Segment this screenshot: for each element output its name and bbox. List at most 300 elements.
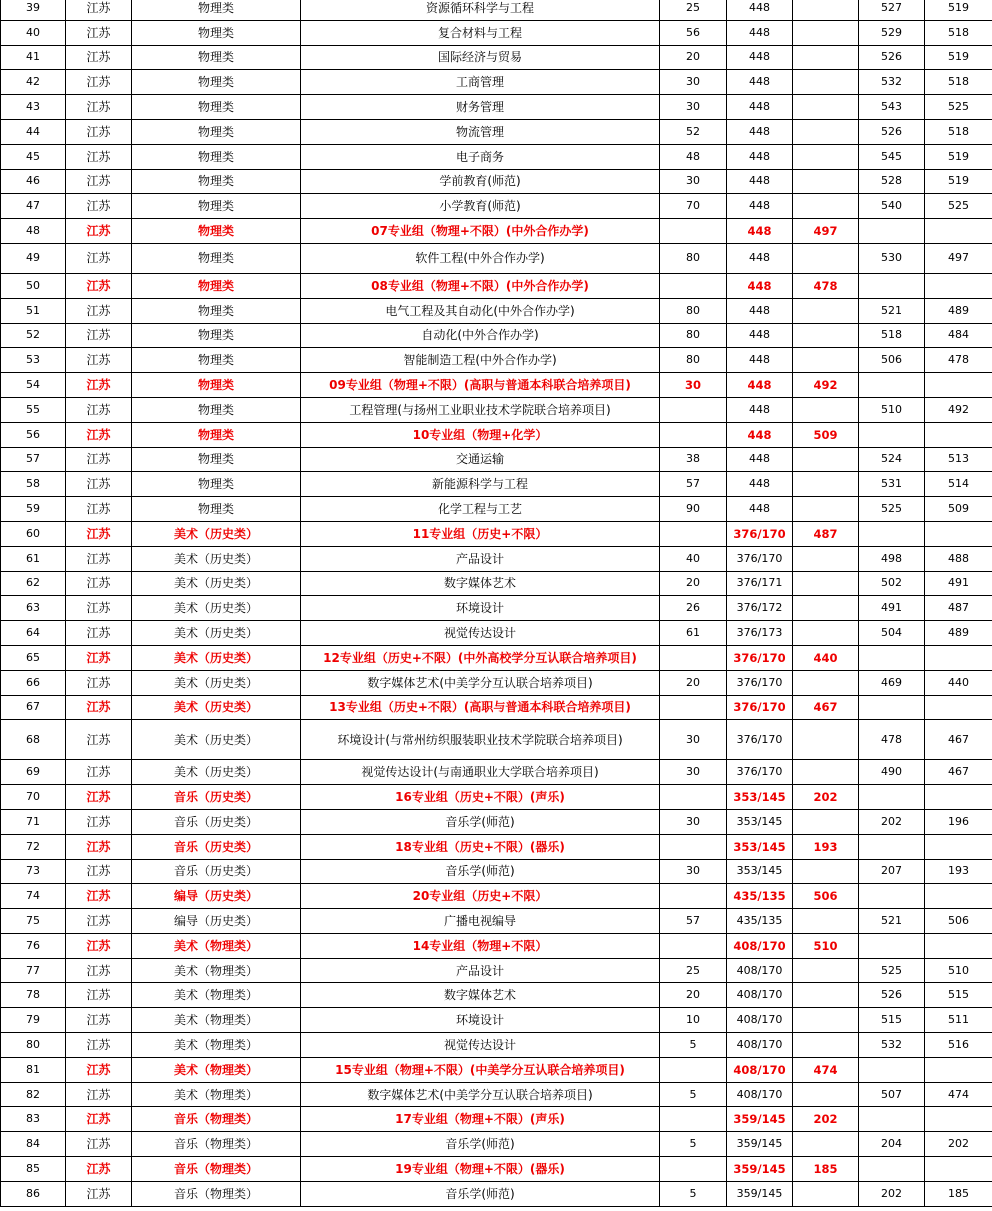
row-number-cell: 75 xyxy=(1,909,66,934)
max-score-cell: 528 xyxy=(859,169,925,194)
min-score-cell xyxy=(925,373,992,398)
plan-count-cell: 80 xyxy=(660,243,727,273)
group-min-score-cell xyxy=(793,447,859,472)
row-number-cell: 77 xyxy=(1,958,66,983)
group-min-score-cell: 202 xyxy=(793,1107,859,1132)
min-score-cell: 511 xyxy=(925,1008,992,1033)
group-min-score-cell xyxy=(793,809,859,834)
row-number-cell: 43 xyxy=(1,95,66,120)
max-score-cell: 526 xyxy=(859,119,925,144)
table-group-row xyxy=(1,1107,992,1132)
row-number-cell: 84 xyxy=(1,1132,66,1157)
control-line-cell: 408/170 xyxy=(727,983,793,1008)
category-cell: 美术（历史类） xyxy=(132,521,301,546)
table-group-row xyxy=(1,273,992,298)
major-cell: 数字媒体艺术(中美学分互认联合培养项目) xyxy=(301,670,660,695)
group-min-score-cell xyxy=(793,571,859,596)
row-number-cell: 65 xyxy=(1,645,66,670)
row-number-cell: 55 xyxy=(1,397,66,422)
min-score-cell: 484 xyxy=(925,323,992,348)
category-cell: 物理类 xyxy=(132,144,301,169)
province-cell: 江苏 xyxy=(66,859,132,884)
max-score-cell: 498 xyxy=(859,546,925,571)
plan-count-cell: 20 xyxy=(660,571,727,596)
plan-count-cell xyxy=(660,785,727,810)
province-cell: 江苏 xyxy=(66,1082,132,1107)
group-min-score-cell: 497 xyxy=(793,219,859,244)
group-min-score-cell xyxy=(793,958,859,983)
max-score-cell xyxy=(859,1107,925,1132)
group-min-score-cell xyxy=(793,1181,859,1206)
plan-count-cell xyxy=(660,219,727,244)
category-cell: 物理类 xyxy=(132,0,301,20)
control-line-cell: 359/145 xyxy=(727,1157,793,1182)
category-cell: 美术（物理类） xyxy=(132,1057,301,1082)
category-cell: 音乐（历史类） xyxy=(132,785,301,810)
control-line-cell: 448 xyxy=(727,144,793,169)
max-score-cell xyxy=(859,834,925,859)
row-number-cell: 86 xyxy=(1,1181,66,1206)
major-cell: 环境设计 xyxy=(301,1008,660,1033)
category-cell: 美术（历史类） xyxy=(132,645,301,670)
table-row xyxy=(1,1181,992,1206)
category-cell: 物理类 xyxy=(132,422,301,447)
plan-count-cell xyxy=(660,521,727,546)
province-cell: 江苏 xyxy=(66,119,132,144)
min-score-cell xyxy=(925,933,992,958)
category-cell: 物理类 xyxy=(132,472,301,497)
row-number-cell: 53 xyxy=(1,348,66,373)
table-row xyxy=(1,323,992,348)
max-score-cell: 525 xyxy=(859,497,925,522)
max-score-cell: 521 xyxy=(859,298,925,323)
control-line-cell: 448 xyxy=(727,45,793,70)
min-score-cell: 509 xyxy=(925,497,992,522)
max-score-cell: 490 xyxy=(859,760,925,785)
row-number-cell: 40 xyxy=(1,20,66,45)
major-cell: 产品设计 xyxy=(301,958,660,983)
table-group-row xyxy=(1,1157,992,1182)
max-score-cell: 526 xyxy=(859,45,925,70)
max-score-cell: 545 xyxy=(859,144,925,169)
min-score-cell: 185 xyxy=(925,1181,992,1206)
max-score-cell: 502 xyxy=(859,571,925,596)
row-number-cell: 51 xyxy=(1,298,66,323)
major-cell: 10专业组（物理+化学） xyxy=(301,422,660,447)
max-score-cell: 202 xyxy=(859,1181,925,1206)
table-row xyxy=(1,958,992,983)
min-score-cell xyxy=(925,695,992,720)
major-cell: 自动化(中外合作办学) xyxy=(301,323,660,348)
control-line-cell: 353/145 xyxy=(727,859,793,884)
control-line-cell: 448 xyxy=(727,119,793,144)
min-score-cell: 525 xyxy=(925,194,992,219)
min-score-cell xyxy=(925,521,992,546)
province-cell: 江苏 xyxy=(66,1157,132,1182)
category-cell: 美术（历史类） xyxy=(132,720,301,760)
table-row xyxy=(1,1082,992,1107)
category-cell: 物理类 xyxy=(132,70,301,95)
max-score-cell: 524 xyxy=(859,447,925,472)
max-score-cell: 532 xyxy=(859,1033,925,1058)
group-min-score-cell xyxy=(793,397,859,422)
group-min-score-cell xyxy=(793,621,859,646)
table-row xyxy=(1,983,992,1008)
major-cell: 化学工程与工艺 xyxy=(301,497,660,522)
control-line-cell: 408/170 xyxy=(727,1033,793,1058)
control-line-cell: 376/170 xyxy=(727,521,793,546)
plan-count-cell: 26 xyxy=(660,596,727,621)
row-number-cell: 83 xyxy=(1,1107,66,1132)
group-min-score-cell xyxy=(793,983,859,1008)
row-number-cell: 67 xyxy=(1,695,66,720)
table-group-row xyxy=(1,219,992,244)
category-cell: 美术（历史类） xyxy=(132,695,301,720)
max-score-cell: 202 xyxy=(859,809,925,834)
plan-count-cell: 38 xyxy=(660,447,727,472)
major-cell: 音乐学(师范) xyxy=(301,1132,660,1157)
category-cell: 物理类 xyxy=(132,45,301,70)
group-min-score-cell xyxy=(793,169,859,194)
group-min-score-cell: 492 xyxy=(793,373,859,398)
min-score-cell: 489 xyxy=(925,298,992,323)
min-score-cell: 489 xyxy=(925,621,992,646)
major-cell: 产品设计 xyxy=(301,546,660,571)
category-cell: 美术（历史类） xyxy=(132,596,301,621)
max-score-cell xyxy=(859,1157,925,1182)
category-cell: 物理类 xyxy=(132,323,301,348)
min-score-cell: 513 xyxy=(925,447,992,472)
major-cell: 视觉传达设计(与南通职业大学联合培养项目) xyxy=(301,760,660,785)
max-score-cell: 525 xyxy=(859,958,925,983)
table-group-row xyxy=(1,834,992,859)
table-group-row xyxy=(1,933,992,958)
category-cell: 物理类 xyxy=(132,397,301,422)
category-cell: 美术（物理类） xyxy=(132,1008,301,1033)
plan-count-cell: 30 xyxy=(660,720,727,760)
min-score-cell: 474 xyxy=(925,1082,992,1107)
plan-count-cell: 90 xyxy=(660,497,727,522)
max-score-cell: 521 xyxy=(859,909,925,934)
plan-count-cell: 30 xyxy=(660,809,727,834)
max-score-cell: 510 xyxy=(859,397,925,422)
plan-count-cell: 30 xyxy=(660,373,727,398)
province-cell: 江苏 xyxy=(66,809,132,834)
control-line-cell: 376/170 xyxy=(727,720,793,760)
province-cell: 江苏 xyxy=(66,958,132,983)
plan-count-cell: 30 xyxy=(660,95,727,120)
province-cell: 江苏 xyxy=(66,1057,132,1082)
control-line-cell: 448 xyxy=(727,169,793,194)
plan-count-cell: 5 xyxy=(660,1082,727,1107)
category-cell: 编导（历史类） xyxy=(132,909,301,934)
row-number-cell: 50 xyxy=(1,273,66,298)
group-min-score-cell xyxy=(793,0,859,20)
row-number-cell: 59 xyxy=(1,497,66,522)
major-cell: 15专业组（物理+不限）(中美学分互认联合培养项目) xyxy=(301,1057,660,1082)
plan-count-cell: 30 xyxy=(660,760,727,785)
control-line-cell: 353/145 xyxy=(727,834,793,859)
province-cell: 江苏 xyxy=(66,497,132,522)
table-row xyxy=(1,447,992,472)
group-min-score-cell xyxy=(793,45,859,70)
table-group-row xyxy=(1,645,992,670)
major-cell: 20专业组（历史+不限） xyxy=(301,884,660,909)
max-score-cell: 506 xyxy=(859,348,925,373)
major-cell: 学前教育(师范) xyxy=(301,169,660,194)
category-cell: 美术（历史类） xyxy=(132,546,301,571)
min-score-cell xyxy=(925,1107,992,1132)
plan-count-cell: 20 xyxy=(660,670,727,695)
category-cell: 音乐（物理类） xyxy=(132,1181,301,1206)
row-number-cell: 57 xyxy=(1,447,66,472)
plan-count-cell: 80 xyxy=(660,323,727,348)
category-cell: 物理类 xyxy=(132,298,301,323)
max-score-cell xyxy=(859,422,925,447)
group-min-score-cell xyxy=(793,670,859,695)
row-number-cell: 48 xyxy=(1,219,66,244)
category-cell: 美术（物理类） xyxy=(132,983,301,1008)
plan-count-cell xyxy=(660,884,727,909)
major-cell: 数字媒体艺术 xyxy=(301,571,660,596)
major-cell: 电气工程及其自动化(中外合作办学) xyxy=(301,298,660,323)
province-cell: 江苏 xyxy=(66,596,132,621)
plan-count-cell xyxy=(660,1057,727,1082)
group-min-score-cell xyxy=(793,1033,859,1058)
control-line-cell: 408/170 xyxy=(727,933,793,958)
table-row xyxy=(1,194,992,219)
max-score-cell: 515 xyxy=(859,1008,925,1033)
table-row xyxy=(1,0,992,20)
plan-count-cell: 20 xyxy=(660,45,727,70)
province-cell: 江苏 xyxy=(66,144,132,169)
plan-count-cell xyxy=(660,273,727,298)
min-score-cell: 519 xyxy=(925,0,992,20)
group-min-score-cell: 474 xyxy=(793,1057,859,1082)
major-cell: 财务管理 xyxy=(301,95,660,120)
table-row xyxy=(1,546,992,571)
min-score-cell: 467 xyxy=(925,760,992,785)
control-line-cell: 376/172 xyxy=(727,596,793,621)
group-min-score-cell xyxy=(793,909,859,934)
table-row xyxy=(1,859,992,884)
province-cell: 江苏 xyxy=(66,1181,132,1206)
group-min-score-cell: 185 xyxy=(793,1157,859,1182)
max-score-cell: 527 xyxy=(859,0,925,20)
plan-count-cell: 57 xyxy=(660,909,727,934)
major-cell: 资源循环科学与工程 xyxy=(301,0,660,20)
row-number-cell: 68 xyxy=(1,720,66,760)
control-line-cell: 448 xyxy=(727,497,793,522)
province-cell: 江苏 xyxy=(66,194,132,219)
row-number-cell: 39 xyxy=(1,0,66,20)
major-cell: 16专业组（历史+不限）(声乐) xyxy=(301,785,660,810)
max-score-cell xyxy=(859,373,925,398)
plan-count-cell: 40 xyxy=(660,546,727,571)
row-number-cell: 47 xyxy=(1,194,66,219)
group-min-score-cell xyxy=(793,95,859,120)
plan-count-cell: 30 xyxy=(660,859,727,884)
min-score-cell xyxy=(925,1057,992,1082)
province-cell: 江苏 xyxy=(66,670,132,695)
group-min-score-cell xyxy=(793,1008,859,1033)
row-number-cell: 82 xyxy=(1,1082,66,1107)
row-number-cell: 73 xyxy=(1,859,66,884)
category-cell: 物理类 xyxy=(132,219,301,244)
category-cell: 物理类 xyxy=(132,95,301,120)
province-cell: 江苏 xyxy=(66,447,132,472)
row-number-cell: 45 xyxy=(1,144,66,169)
group-min-score-cell xyxy=(793,298,859,323)
plan-count-cell xyxy=(660,834,727,859)
min-score-cell: 519 xyxy=(925,45,992,70)
group-min-score-cell xyxy=(793,348,859,373)
min-score-cell: 478 xyxy=(925,348,992,373)
control-line-cell: 353/145 xyxy=(727,785,793,810)
province-cell: 江苏 xyxy=(66,645,132,670)
province-cell: 江苏 xyxy=(66,621,132,646)
group-min-score-cell xyxy=(793,760,859,785)
row-number-cell: 80 xyxy=(1,1033,66,1058)
major-cell: 13专业组（历史+不限）(高职与普通本科联合培养项目) xyxy=(301,695,660,720)
province-cell: 江苏 xyxy=(66,0,132,20)
province-cell: 江苏 xyxy=(66,348,132,373)
max-score-cell: 531 xyxy=(859,472,925,497)
control-line-cell: 448 xyxy=(727,397,793,422)
control-line-cell: 448 xyxy=(727,194,793,219)
row-number-cell: 60 xyxy=(1,521,66,546)
province-cell: 江苏 xyxy=(66,720,132,760)
control-line-cell: 359/145 xyxy=(727,1181,793,1206)
min-score-cell: 518 xyxy=(925,119,992,144)
row-number-cell: 58 xyxy=(1,472,66,497)
group-min-score-cell xyxy=(793,323,859,348)
plan-count-cell xyxy=(660,397,727,422)
category-cell: 美术（物理类） xyxy=(132,958,301,983)
province-cell: 江苏 xyxy=(66,243,132,273)
table-row xyxy=(1,1008,992,1033)
table-group-row xyxy=(1,695,992,720)
province-cell: 江苏 xyxy=(66,422,132,447)
table-row xyxy=(1,119,992,144)
table-row xyxy=(1,169,992,194)
max-score-cell xyxy=(859,645,925,670)
row-number-cell: 54 xyxy=(1,373,66,398)
max-score-cell xyxy=(859,219,925,244)
table-row xyxy=(1,1033,992,1058)
category-cell: 音乐（历史类） xyxy=(132,809,301,834)
category-cell: 物理类 xyxy=(132,497,301,522)
table-row xyxy=(1,20,992,45)
plan-count-cell: 30 xyxy=(660,70,727,95)
group-min-score-cell: 202 xyxy=(793,785,859,810)
province-cell: 江苏 xyxy=(66,472,132,497)
max-score-cell xyxy=(859,785,925,810)
major-cell: 工程管理(与扬州工业职业技术学院联合培养项目) xyxy=(301,397,660,422)
plan-count-cell: 70 xyxy=(660,194,727,219)
max-score-cell: 491 xyxy=(859,596,925,621)
group-min-score-cell xyxy=(793,1132,859,1157)
row-number-cell: 52 xyxy=(1,323,66,348)
plan-count-cell: 5 xyxy=(660,1181,727,1206)
major-cell: 视觉传达设计 xyxy=(301,621,660,646)
min-score-cell: 487 xyxy=(925,596,992,621)
category-cell: 物理类 xyxy=(132,169,301,194)
row-number-cell: 70 xyxy=(1,785,66,810)
major-cell: 音乐学(师范) xyxy=(301,859,660,884)
major-cell: 12专业组（历史+不限）(中外高校学分互认联合培养项目) xyxy=(301,645,660,670)
row-number-cell: 56 xyxy=(1,422,66,447)
table-row xyxy=(1,70,992,95)
max-score-cell: 204 xyxy=(859,1132,925,1157)
control-line-cell: 448 xyxy=(727,273,793,298)
province-cell: 江苏 xyxy=(66,909,132,934)
category-cell: 物理类 xyxy=(132,119,301,144)
major-cell: 新能源科学与工程 xyxy=(301,472,660,497)
group-min-score-cell: 509 xyxy=(793,422,859,447)
max-score-cell xyxy=(859,1057,925,1082)
table-group-row xyxy=(1,884,992,909)
row-number-cell: 46 xyxy=(1,169,66,194)
category-cell: 物理类 xyxy=(132,194,301,219)
table-row xyxy=(1,95,992,120)
min-score-cell xyxy=(925,1157,992,1182)
major-cell: 音乐学(师范) xyxy=(301,809,660,834)
row-number-cell: 71 xyxy=(1,809,66,834)
min-score-cell: 497 xyxy=(925,243,992,273)
min-score-cell: 488 xyxy=(925,546,992,571)
major-cell: 工商管理 xyxy=(301,70,660,95)
major-cell: 交通运输 xyxy=(301,447,660,472)
major-cell: 视觉传达设计 xyxy=(301,1033,660,1058)
plan-count-cell xyxy=(660,645,727,670)
major-cell: 数字媒体艺术 xyxy=(301,983,660,1008)
group-min-score-cell: 487 xyxy=(793,521,859,546)
control-line-cell: 448 xyxy=(727,323,793,348)
control-line-cell: 376/170 xyxy=(727,760,793,785)
plan-count-cell: 5 xyxy=(660,1132,727,1157)
province-cell: 江苏 xyxy=(66,20,132,45)
group-min-score-cell xyxy=(793,1082,859,1107)
table-row xyxy=(1,571,992,596)
province-cell: 江苏 xyxy=(66,95,132,120)
row-number-cell: 66 xyxy=(1,670,66,695)
control-line-cell: 448 xyxy=(727,348,793,373)
min-score-cell: 196 xyxy=(925,809,992,834)
row-number-cell: 72 xyxy=(1,834,66,859)
min-score-cell: 518 xyxy=(925,70,992,95)
control-line-cell: 408/170 xyxy=(727,1082,793,1107)
plan-count-cell: 61 xyxy=(660,621,727,646)
province-cell: 江苏 xyxy=(66,1132,132,1157)
table-group-row xyxy=(1,373,992,398)
group-min-score-cell xyxy=(793,472,859,497)
group-min-score-cell xyxy=(793,144,859,169)
control-line-cell: 376/170 xyxy=(727,695,793,720)
row-number-cell: 61 xyxy=(1,546,66,571)
row-number-cell: 78 xyxy=(1,983,66,1008)
group-min-score-cell xyxy=(793,859,859,884)
province-cell: 江苏 xyxy=(66,70,132,95)
major-cell: 07专业组（物理+不限）(中外合作办学) xyxy=(301,219,660,244)
province-cell: 江苏 xyxy=(66,169,132,194)
province-cell: 江苏 xyxy=(66,397,132,422)
control-line-cell: 376/170 xyxy=(727,645,793,670)
province-cell: 江苏 xyxy=(66,695,132,720)
table-body xyxy=(1,0,992,1206)
max-score-cell xyxy=(859,273,925,298)
group-min-score-cell xyxy=(793,720,859,760)
